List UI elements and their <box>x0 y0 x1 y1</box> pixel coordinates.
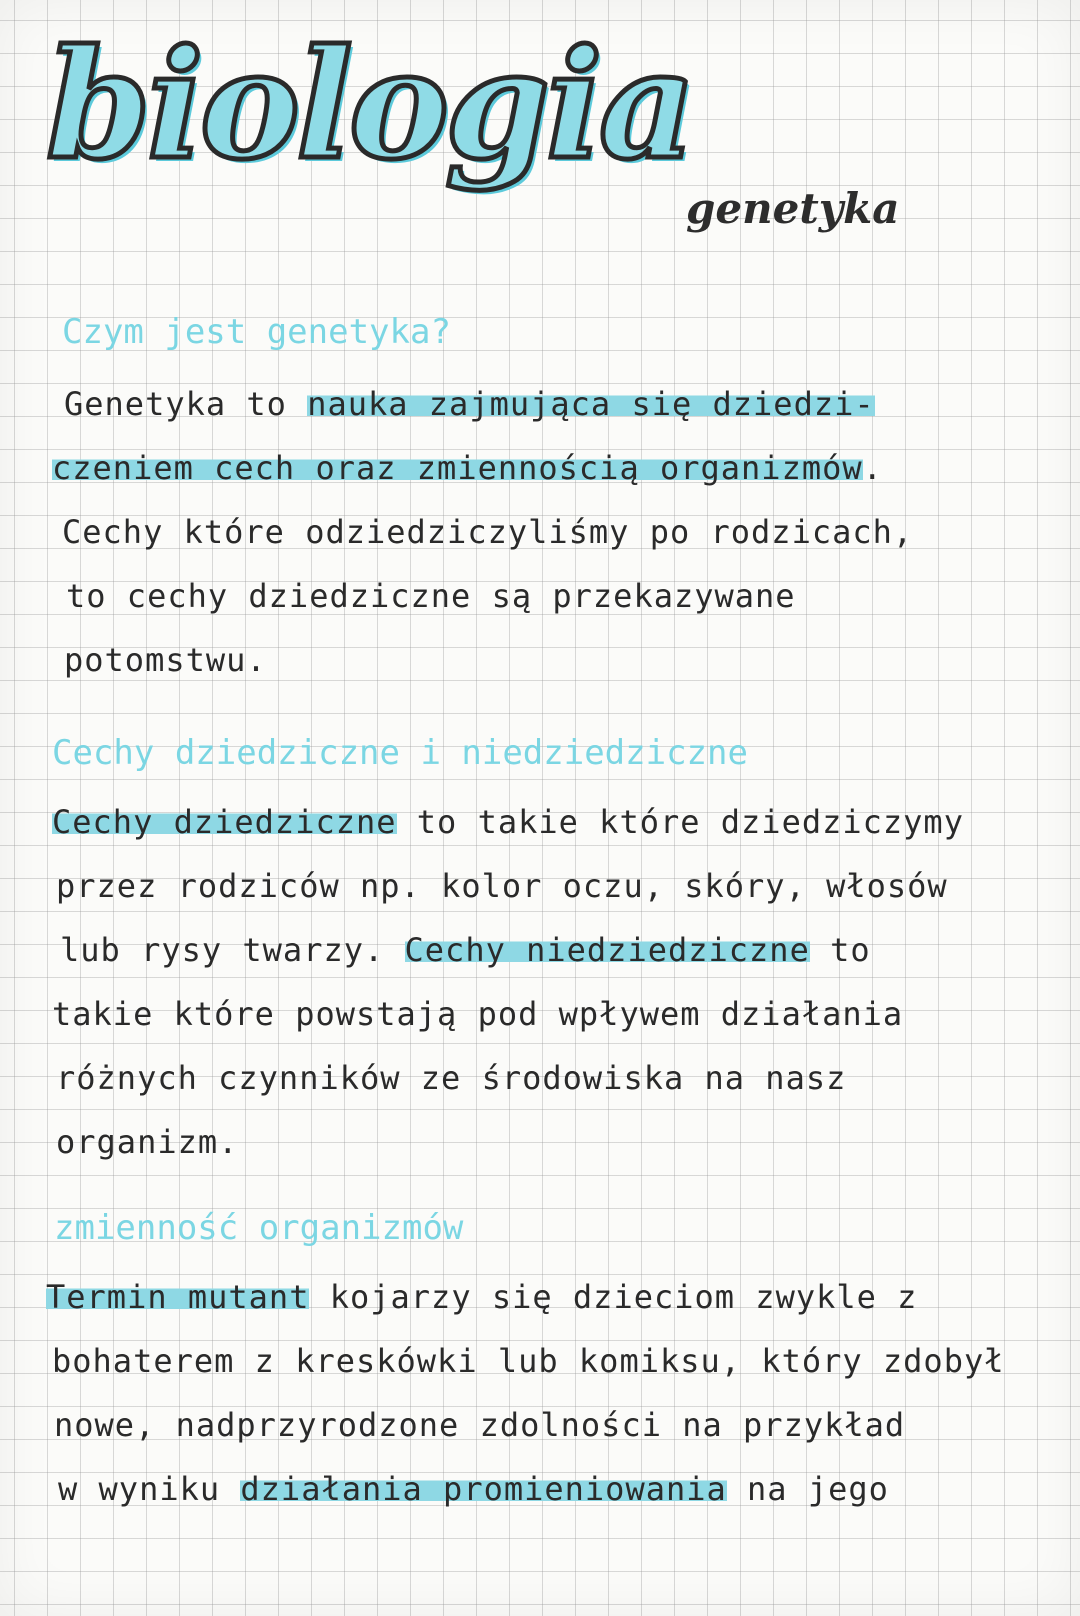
text-line: Cechy dziedziczne to takie które dziedziczymy <box>52 803 964 841</box>
section-heading-traits: Cechy dziedziczne i niedziedziczne <box>52 733 748 773</box>
text-line: bohaterem z kreskówki lub komiksu, który zdobył <box>52 1342 1005 1380</box>
text-line: czeniem cech oraz zmiennością organizmów. <box>52 449 883 487</box>
page-title: biologia <box>46 17 693 193</box>
text-line: różnych czynników ze środowiska na nasz <box>56 1059 847 1097</box>
text-line: Genetyka to nauka zajmująca się dziedzi- <box>64 385 875 423</box>
text-line: lub rysy twarzy. Cechy niedziedziczne to <box>60 931 871 969</box>
text-line: przez rodziców np. kolor oczu, skóry, włosów <box>56 867 948 905</box>
text-line: to cechy dziedziczne są przekazywane <box>66 577 796 615</box>
section-heading-genetics: Czym jest genetyka? <box>62 312 451 352</box>
text-line: w wyniku działania promieniowania na jego <box>58 1470 889 1508</box>
text-line: Cechy które odziedziczyliśmy po rodzicach, <box>62 513 914 551</box>
text-line: potomstwu. <box>64 641 267 679</box>
page-subtitle: genetyka <box>686 184 900 233</box>
text-line: nowe, nadprzyrodzone zdolności na przykład <box>54 1406 906 1444</box>
text-line: organizm. <box>56 1123 239 1161</box>
section-heading-variability: zmienność organizmów <box>54 1208 464 1248</box>
text-line: takie które powstają pod wpływem działania <box>52 995 904 1033</box>
text-line: Termin mutant kojarzy się dzieciom zwykle z <box>46 1278 918 1316</box>
